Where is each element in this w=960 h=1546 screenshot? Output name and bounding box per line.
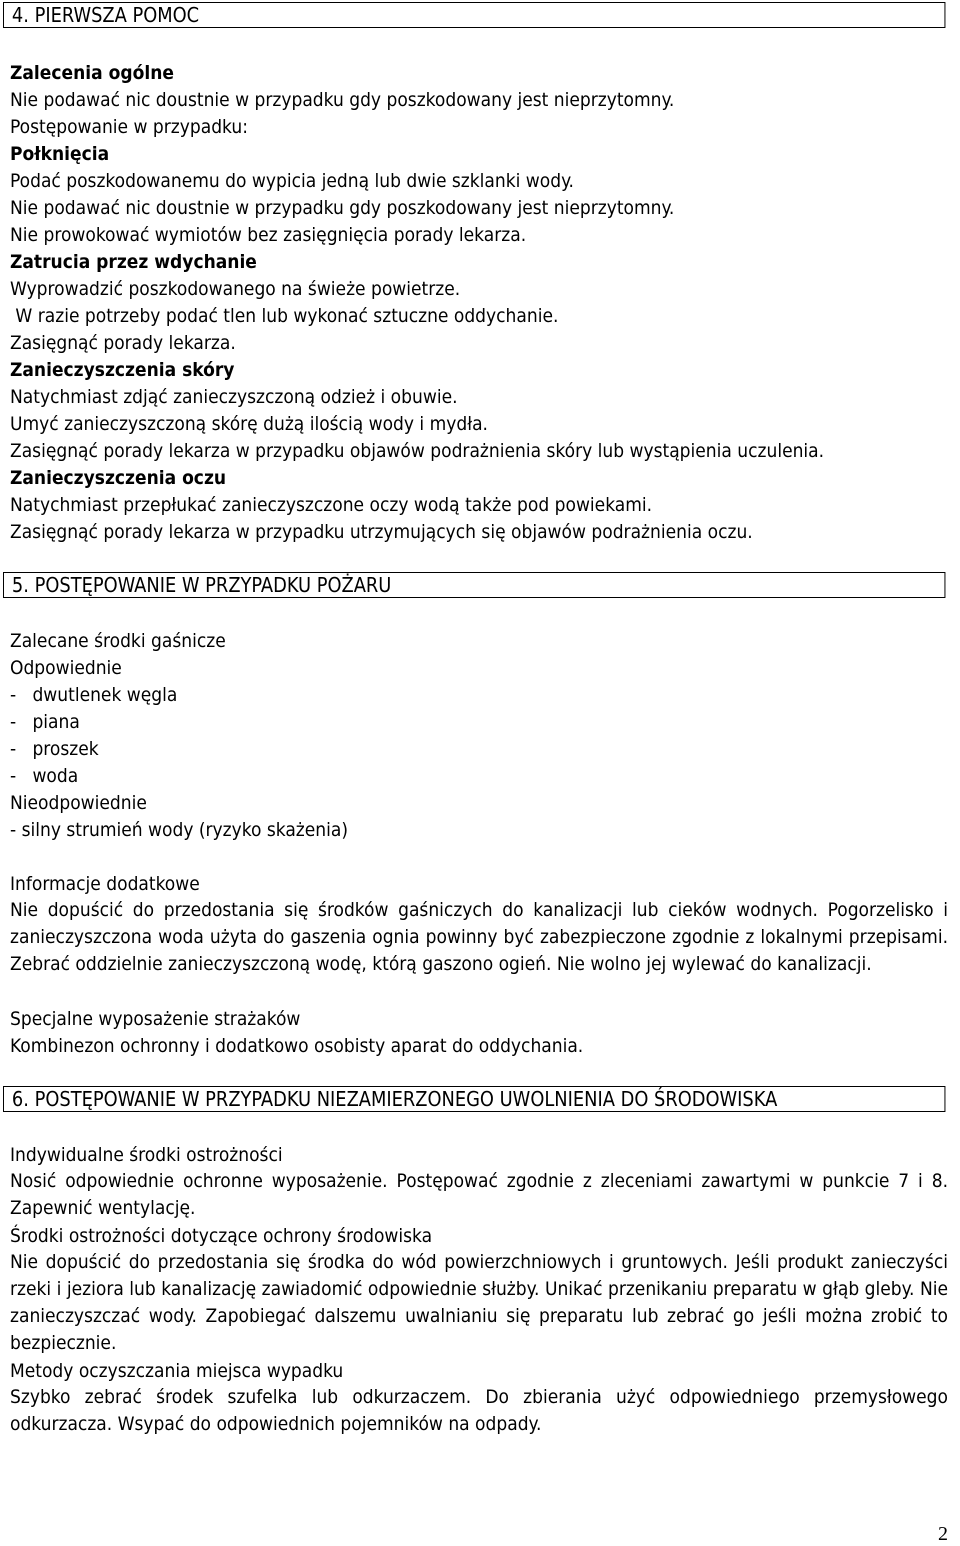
s4-line: Nie prowokować wymiotów bez zasięgnięcia porady lekarza. xyxy=(10,224,527,246)
additional-info-title: Informacje dodatkowe xyxy=(10,873,200,895)
general-recommendations-title: Zalecenia ogólne xyxy=(10,62,174,84)
s4-line: Zasięgnąć porady lekarza. xyxy=(10,332,236,354)
additional-info-text: Nie dopuścić do przedostania się środków gaśniczych do kanalizacji lub cieków wodnych. Pogorzelisko i zanieczyszczona woda użyta do gaszenia ognia powinny być zabezpieczone zgodnie z lokalnymi przepisami. Zebrać oddzielnie zanieczyszczoną wodę, którą gaszono ogień. Nie wolno jej wylewać do kanalizacji. xyxy=(10,899,948,975)
eye-contamination-title: Zanieczyszczenia oczu xyxy=(10,467,227,489)
s4-line: Umyć zanieczyszczoną skórę dużą ilością wody i mydła. xyxy=(10,413,488,435)
cleanup-methods-title: Metody oczyszczania miejsca wypadku xyxy=(10,1360,344,1382)
s4-line: Podać poszkodowanemu do wypicia jedną lub dwie szklanki wody. xyxy=(10,170,574,192)
environmental-precautions-title: Środki ostrożności dotyczące ochrony środowiska xyxy=(10,1225,433,1247)
suitable-item: - woda xyxy=(10,765,79,787)
suitable-item: - dwutlenek węgla xyxy=(10,684,178,706)
environmental-precautions-text: Nie dopuścić do przedostania się środka do wód powierzchniowych i gruntowych. Jeśli produkt zanieczyści rzeki i jeziora lub kanalizację zawiadomić odpowiednie służby. Unikać przenikaniu preparatu w głąb gleby. Nie zanieczyszczać wody. Zapobiegać dalszemu uwalnianiu się preparatu lub zebrać go jeśli można zrobić to bezpiecznie. xyxy=(10,1251,948,1354)
s4-line: Nie podawać nic doustnie w przypadku gdy poszkodowany jest nieprzytomny. xyxy=(10,89,675,111)
suitable-item: - proszek xyxy=(10,738,99,760)
page-number: 2 xyxy=(938,1523,948,1545)
section-5-header: 5. POSTĘPOWANIE W PRZYPADKU POŻARU xyxy=(3,572,945,598)
section-4-header: 4. PIERWSZA POMOC xyxy=(3,2,945,28)
s4-line: Wyprowadzić poszkodowanego na świeże powietrze. xyxy=(10,278,461,300)
firefighter-equipment-text: Kombinezon ochronny i dodatkowo osobisty aparat do oddychania. xyxy=(10,1035,584,1057)
s4-line: Zasięgnąć porady lekarza w przypadku utrzymujących się objawów podrażnienia oczu. xyxy=(10,521,753,543)
s4-line: Nie podawać nic doustnie w przypadku gdy poszkodowany jest nieprzytomny. xyxy=(10,197,675,219)
extinguishing-media-title: Zalecane środki gaśnicze xyxy=(10,630,226,652)
ingestion-title: Połknięcia xyxy=(10,143,110,165)
unsuitable-item: - silny strumień wody (ryzyko skażenia) xyxy=(10,819,349,841)
inhalation-title: Zatrucia przez wdychanie xyxy=(10,251,257,273)
personal-precautions-title: Indywidualne środki ostrożności xyxy=(10,1144,283,1166)
s4-line: W razie potrzeby podać tlen lub wykonać sztuczne oddychanie. xyxy=(10,305,559,327)
personal-precautions-text: Nosić odpowiednie ochronne wyposażenie. Postępować zgodnie z zleceniami zawartymi w punkcie 7 i 8. Zapewnić wentylację. xyxy=(10,1170,948,1219)
unsuitable-title: Nieodpowiednie xyxy=(10,792,147,814)
s4-line: Zasięgnąć porady lekarza w przypadku objawów podrażnienia skóry lub wystąpienia uczulenia. xyxy=(10,440,825,462)
cleanup-methods-text: Szybko zebrać środek szufelka lub odkurzaczem. Do zbierania użyć odpowiedniego przemysłowego odkurzacza. Wsypać do odpowiednich pojemników na odpady. xyxy=(10,1386,948,1435)
s4-line: Natychmiast przepłukać zanieczyszczone oczy wodą także pod powiekami. xyxy=(10,494,653,516)
s4-line: Postępowanie w przypadku: xyxy=(10,116,248,138)
skin-contamination-title: Zanieczyszczenia skóry xyxy=(10,359,235,381)
s4-line: Natychmiast zdjąć zanieczyszczoną odzież i obuwie. xyxy=(10,386,458,408)
suitable-title: Odpowiednie xyxy=(10,657,122,679)
firefighter-equipment-title: Specjalne wyposażenie strażaków xyxy=(10,1008,301,1030)
suitable-item: - piana xyxy=(10,711,80,733)
section-6-header: 6. POSTĘPOWANIE W PRZYPADKU NIEZAMIERZONEGO UWOLNIENIA DO ŚRODOWISKA xyxy=(3,1086,945,1112)
